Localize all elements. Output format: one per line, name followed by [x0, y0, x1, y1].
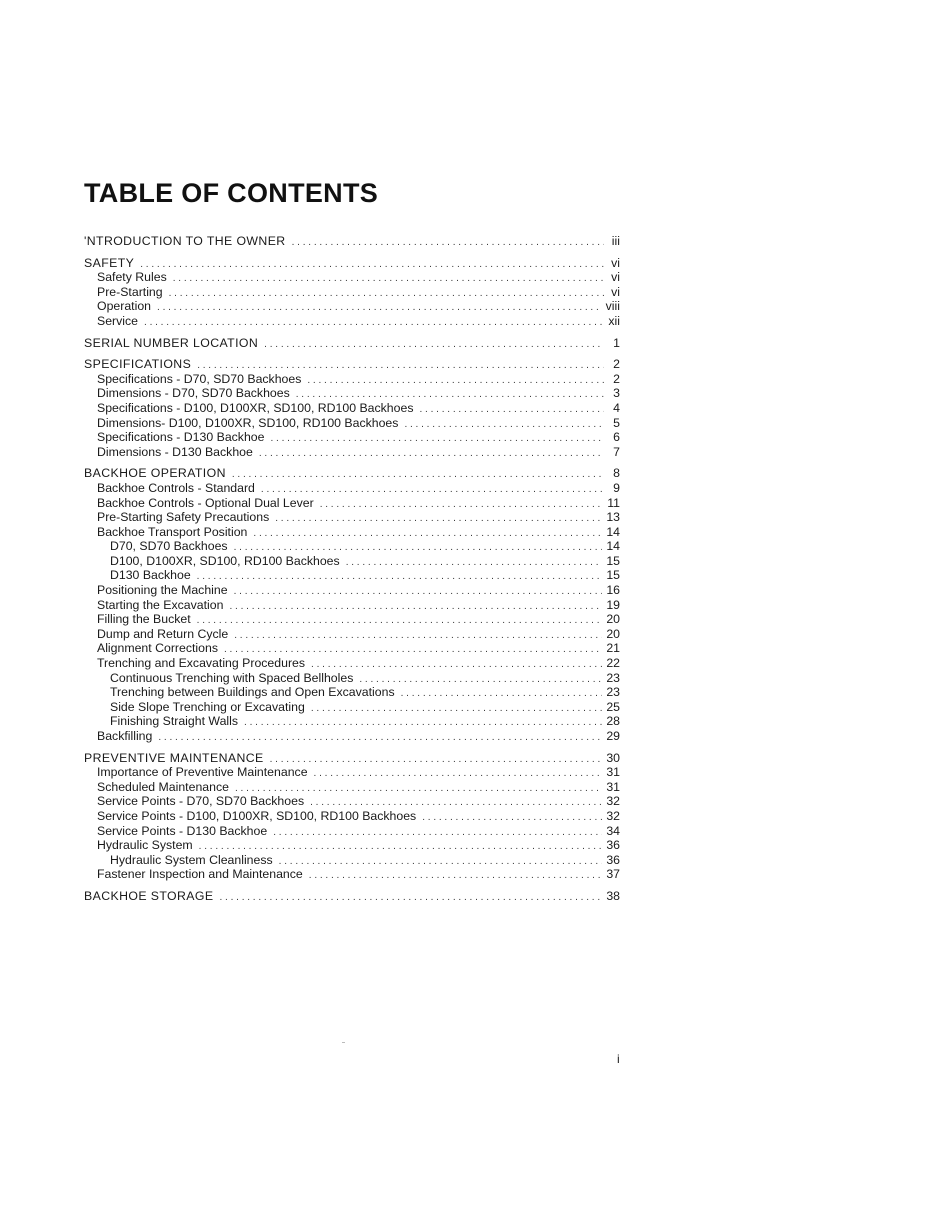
toc-entry-page: 32	[606, 808, 620, 823]
dot-leader	[264, 338, 604, 353]
toc-entry-label: Backfilling	[97, 729, 153, 743]
toc-entry	[84, 656, 620, 671]
toc-entry-page: 20	[606, 612, 620, 627]
toc-entry-page: 32	[606, 794, 620, 809]
page-title: TABLE OF CONTENTS	[84, 178, 379, 208]
toc-entry	[84, 416, 620, 431]
toc-entry-label: BACKHOE OPERATION	[84, 466, 226, 481]
toc-entry-label: Pre-Starting	[97, 284, 163, 299]
toc-entry-page: 36	[606, 838, 620, 853]
toc-section	[84, 256, 620, 329]
toc-entry	[84, 510, 620, 525]
toc-entry	[84, 386, 620, 401]
dot-leader	[144, 316, 604, 331]
toc-section	[84, 889, 620, 904]
toc-entry-label: Service Points - D70, SD70 Backhoes	[97, 794, 305, 809]
toc-entry-page: 1	[613, 335, 620, 350]
dot-leader	[197, 570, 603, 585]
toc-entry-label: SAFETY	[84, 255, 135, 270]
toc-entry-label: Dump and Return Cycle	[97, 626, 229, 641]
toc-entry-page: 21	[606, 641, 620, 656]
toc-entry	[84, 838, 620, 853]
dot-leader	[311, 702, 602, 717]
toc-entry-page: 29	[606, 729, 620, 743]
toc-entry-page: viii	[605, 299, 620, 314]
toc-entry-page: 5	[613, 415, 620, 430]
toc-entry	[84, 714, 620, 729]
toc-entry-page: iii	[611, 234, 620, 248]
dot-leader	[270, 432, 604, 447]
toc-entry-label: Dimensions - D130 Backhoe	[97, 444, 253, 459]
toc-entry	[84, 285, 620, 300]
toc-entry-label: Dimensions - D70, SD70 Backhoes	[97, 386, 290, 401]
toc-entry	[84, 809, 620, 824]
toc-entry-page: 19	[606, 597, 620, 612]
toc-heading-entry	[84, 234, 620, 249]
toc-entry	[84, 685, 620, 700]
toc-entry-label: 'NTRODUCTION TO THE OWNER	[84, 234, 286, 248]
toc-entry-label: PREVENTIVE MAINTENANCE	[84, 750, 264, 765]
toc-entry-page: 2	[613, 357, 620, 372]
toc-entry-page: 31	[606, 765, 620, 780]
toc-entry-page: 30	[606, 750, 620, 765]
toc-entry-label: D70, SD70 Backhoes	[110, 539, 228, 554]
toc-entry-page: 15	[606, 568, 620, 583]
toc-entry-page: 3	[613, 386, 620, 401]
toc-entry-label: D130 Backhoe	[110, 568, 191, 583]
toc-heading-entry	[84, 256, 620, 271]
toc-entry-page: vi	[611, 284, 620, 299]
toc-section	[84, 234, 620, 249]
toc-entry-page: 36	[606, 852, 620, 867]
toc-section	[84, 751, 620, 882]
toc-entry-label: Trenching between Buildings and Open Excavations	[110, 685, 395, 700]
dot-leader	[232, 468, 604, 483]
toc-entry	[84, 314, 620, 329]
toc-entry-page: 13	[606, 510, 620, 525]
toc-entry-label: D100, D100XR, SD100, RD100 Backhoes	[110, 553, 340, 568]
toc-entry-page: 34	[606, 823, 620, 838]
dot-leader	[307, 374, 604, 389]
toc-entry-page: 14	[606, 539, 620, 554]
toc-section	[84, 466, 620, 743]
toc-entry-page: 2	[613, 371, 620, 386]
toc-entry-label: Continuous Trenching with Spaced Bellholes	[110, 670, 354, 685]
toc-entry-page: 6	[613, 430, 620, 445]
dot-leader	[292, 236, 604, 251]
dot-leader	[158, 731, 602, 746]
toc-entry	[84, 853, 620, 868]
toc-entry	[84, 496, 620, 511]
toc-entry-label: Service	[97, 313, 139, 328]
toc-entry	[84, 539, 620, 554]
toc-entry-page: 23	[606, 685, 620, 700]
toc-entry-page: 11	[607, 495, 620, 510]
toc-entry-page: 20	[606, 626, 620, 641]
toc-entry-label: Importance of Preventive Maintenance	[97, 765, 308, 780]
toc-entry-label: Filling the Bucket	[97, 612, 191, 627]
toc-entry-page: 31	[606, 779, 620, 794]
toc-entry-label: Fastener Inspection and Maintenance	[97, 867, 303, 882]
toc-entry-label: Operation	[97, 299, 152, 314]
toc-entry-label: Hydraulic System Cleanliness	[110, 852, 273, 867]
dot-leader	[270, 753, 603, 768]
toc-entry-label: Trenching and Excavating Procedures	[97, 656, 306, 671]
toc-entry	[84, 765, 620, 780]
toc-entry	[84, 525, 620, 540]
toc-entry-label: Backhoe Controls - Optional Dual Lever	[97, 495, 314, 510]
dot-leader	[259, 447, 604, 462]
page-number: i	[617, 1052, 620, 1066]
toc-entry	[84, 729, 620, 744]
toc-entry	[84, 700, 620, 715]
toc-entry-page: 28	[606, 714, 620, 729]
toc-entry-page: 37	[606, 867, 620, 882]
toc-section	[84, 336, 620, 351]
toc-entry	[84, 481, 620, 496]
toc-entry	[84, 794, 620, 809]
toc-entry	[84, 445, 620, 460]
dot-leader	[273, 826, 602, 841]
dot-leader	[346, 556, 603, 571]
toc-entry-label: Side Slope Trenching or Excavating	[110, 699, 305, 714]
toc-entry-page: 7	[613, 444, 620, 459]
toc-entry	[84, 401, 620, 416]
toc-entry	[84, 554, 620, 569]
toc-entry-label: Scheduled Maintenance	[97, 779, 229, 794]
toc-entry-label: Backhoe Transport Position	[97, 524, 248, 539]
toc-entry-label: Safety Rules	[97, 270, 167, 285]
dot-leader	[234, 585, 603, 600]
toc-entry	[84, 299, 620, 314]
toc-entry-label: Dimensions- D100, D100XR, SD100, RD100 Backhoes	[97, 415, 399, 430]
toc-entry-label: Pre-Starting Safety Precautions	[97, 510, 270, 525]
toc-entry-page: 16	[606, 583, 620, 598]
toc-entry-label: SERIAL NUMBER LOCATION	[84, 335, 259, 350]
toc-entry	[84, 780, 620, 795]
toc-heading-entry	[84, 751, 620, 766]
toc-entry-label: Backhoe Controls - Standard	[97, 480, 255, 495]
dot-leader	[422, 811, 602, 826]
dot-leader	[229, 600, 602, 615]
toc-entry-page: 8	[613, 466, 620, 481]
dot-leader	[234, 629, 602, 644]
dot-leader	[404, 418, 604, 433]
toc-entry-label: Starting the Excavation	[97, 597, 224, 612]
toc-entry-page: 23	[606, 670, 620, 685]
toc-entry	[84, 867, 620, 882]
toc-heading-entry	[84, 336, 620, 351]
dot-leader	[244, 716, 602, 731]
dot-leader	[314, 767, 603, 782]
dot-leader	[253, 527, 602, 542]
toc-heading-entry	[84, 466, 620, 481]
toc-heading-entry	[84, 889, 620, 904]
toc-entry-label: Positioning the Machine	[97, 583, 228, 598]
dot-leader	[169, 287, 604, 302]
toc-entry	[84, 568, 620, 583]
toc-entry-label: BACKHOE STORAGE	[84, 888, 214, 903]
toc-entry-page: 4	[613, 400, 620, 415]
toc-entry-label: Service Points - D130 Backhoe	[97, 823, 268, 838]
toc-entry-page: vi	[611, 270, 620, 285]
toc-entry-page: 22	[606, 656, 620, 671]
toc-entry-page: 25	[606, 699, 620, 714]
dot-leader	[279, 855, 603, 870]
toc-section	[84, 357, 620, 459]
toc-entry-page: 15	[606, 553, 620, 568]
scan-artifact	[342, 1042, 345, 1043]
toc-entry-page: 38	[606, 888, 620, 903]
toc-entry-label: Finishing Straight Walls	[110, 714, 239, 729]
dot-leader	[197, 614, 603, 629]
dot-leader	[309, 869, 603, 884]
dot-leader	[140, 258, 604, 273]
toc-entry	[84, 430, 620, 445]
toc-entry	[84, 372, 620, 387]
toc-entry	[84, 598, 620, 613]
toc-entry-page: xii	[608, 313, 620, 328]
dot-leader	[320, 498, 604, 513]
dot-leader	[173, 272, 604, 287]
toc-entry	[84, 583, 620, 598]
dot-leader	[219, 891, 602, 906]
toc-heading-entry	[84, 357, 620, 372]
toc-entry	[84, 612, 620, 627]
toc-entry	[84, 641, 620, 656]
toc-entry-label: SPECIFICATIONS	[84, 357, 192, 372]
toc-entry	[84, 824, 620, 839]
toc-entry-page: 14	[606, 524, 620, 539]
toc-entry-page: 9	[613, 480, 620, 495]
dot-leader	[401, 687, 603, 702]
toc-entry-label: Specifications - D130 Backhoe	[97, 430, 265, 445]
toc-entry-label: Specifications - D70, SD70 Backhoes	[97, 371, 302, 386]
dot-leader	[275, 512, 602, 527]
toc-entry-label: Alignment Corrections	[97, 641, 218, 656]
dot-leader	[419, 403, 604, 418]
table-of-contents	[84, 234, 620, 911]
toc-entry-label: Hydraulic System	[97, 838, 193, 853]
toc-entry-label: Service Points - D100, D100XR, SD100, RD100 Backhoes	[97, 808, 417, 823]
toc-entry	[84, 627, 620, 642]
toc-entry	[84, 671, 620, 686]
toc-entry-page: vi	[611, 255, 620, 270]
dot-leader	[157, 301, 602, 316]
toc-entry	[84, 270, 620, 285]
toc-entry-label: Specifications - D100, D100XR, SD100, RD100 Backhoes	[97, 400, 414, 415]
